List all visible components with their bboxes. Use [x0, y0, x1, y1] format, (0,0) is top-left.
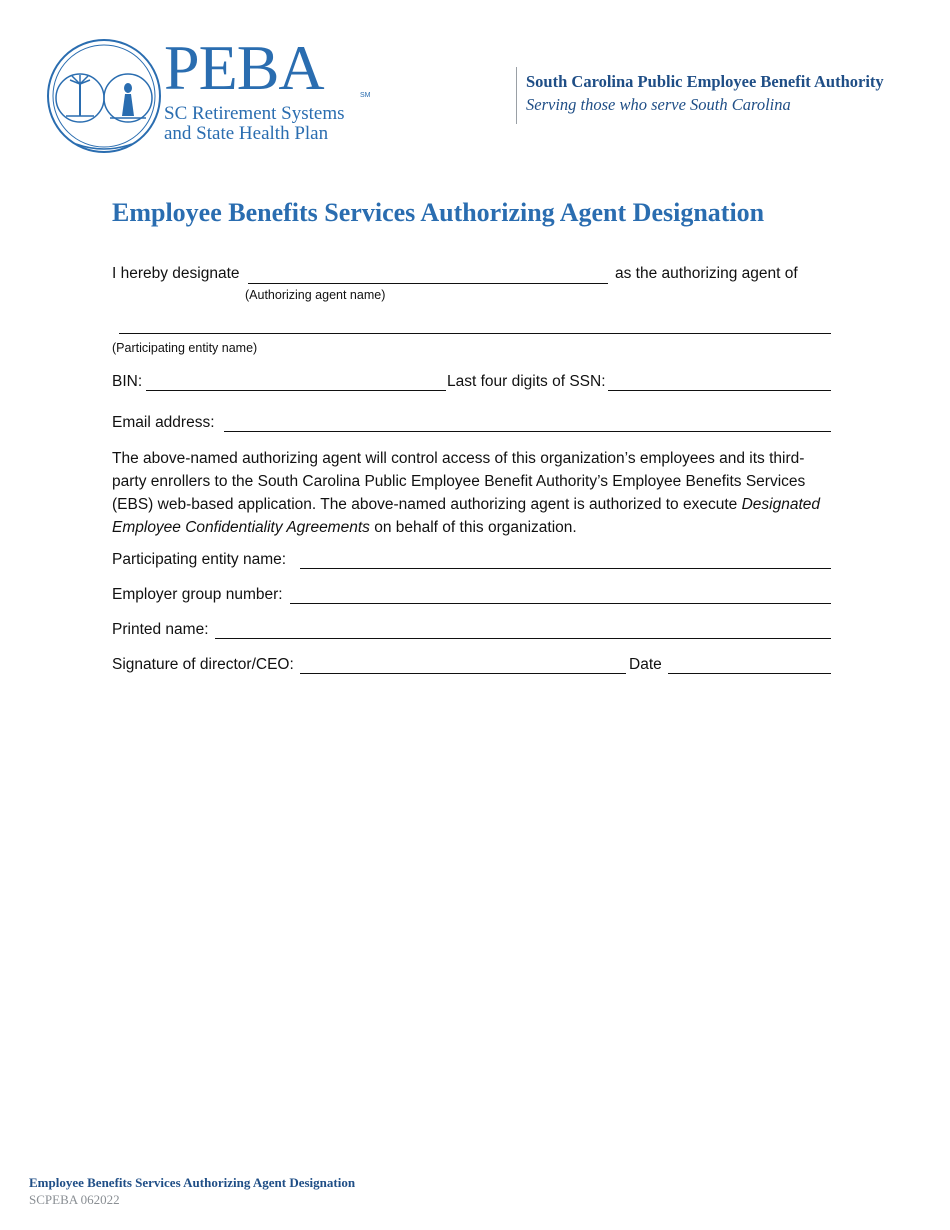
organization-name: South Carolina Public Employee Benefit Authority — [526, 72, 884, 91]
logo-subtitle-line-2: and State Health Plan — [164, 123, 329, 144]
authorization-paragraph — [112, 447, 832, 539]
form-code: SCPEBA 062022 — [29, 1192, 120, 1207]
printed-name-label: Printed name: — [112, 621, 209, 638]
group-number-field[interactable] — [290, 603, 831, 604]
email-label: Email address: — [112, 414, 215, 431]
entity-name-field[interactable] — [300, 568, 831, 569]
paragraph-text-1: The above-named authorizing agent will control access of this organization’s employees and its third-party enrollers to the South Carolina Public Employee Benefit Authority’s Employee Benefits Services (EBS) web-based application. The above-named authorizing agent is authorized to execute — [112, 450, 806, 513]
agent-of-label: as the authorizing agent of — [615, 265, 798, 282]
group-number-label: Employer group number: — [112, 586, 283, 603]
bin-label: BIN: — [112, 373, 143, 390]
authorizing-agent-caption: (Authorizing agent name) — [245, 288, 386, 302]
header-divider — [516, 67, 517, 124]
paragraph-italic-text: Designated Employee Confidentiality Agreements — [112, 496, 820, 536]
organization-tagline: Serving those who serve South Carolina — [526, 95, 791, 114]
date-field[interactable] — [668, 673, 831, 674]
logo-subtitle-line-1: SC Retirement Systems — [164, 103, 345, 124]
peba-logo-wordmark: PEBA — [164, 32, 324, 103]
state-seal-logo — [46, 38, 162, 154]
signature-label: Signature of director/CEO: — [112, 656, 294, 673]
document-title: Employee Benefits Services Authorizing Agent Designation — [112, 198, 765, 227]
service-mark: SM — [360, 92, 371, 99]
ssn-last-four-field[interactable] — [608, 390, 831, 391]
paragraph-text-2: on behalf of this organization. — [369, 519, 577, 536]
email-field[interactable] — [224, 431, 831, 432]
participating-entity-caption: (Participating entity name) — [112, 341, 258, 355]
authorizing-agent-name-field[interactable] — [248, 283, 608, 284]
footer-title: Employee Benefits Services Authorizing Agent Designation — [29, 1175, 356, 1190]
date-label: Date — [629, 656, 662, 673]
designate-label: I hereby designate — [112, 265, 240, 282]
signature-field[interactable] — [300, 673, 626, 674]
ssn-label: Last four digits of SSN: — [447, 373, 606, 390]
printed-name-field[interactable] — [215, 638, 831, 639]
bin-field[interactable] — [146, 390, 446, 391]
participating-entity-field[interactable] — [119, 333, 831, 334]
entity-name-label: Participating entity name: — [112, 551, 287, 568]
